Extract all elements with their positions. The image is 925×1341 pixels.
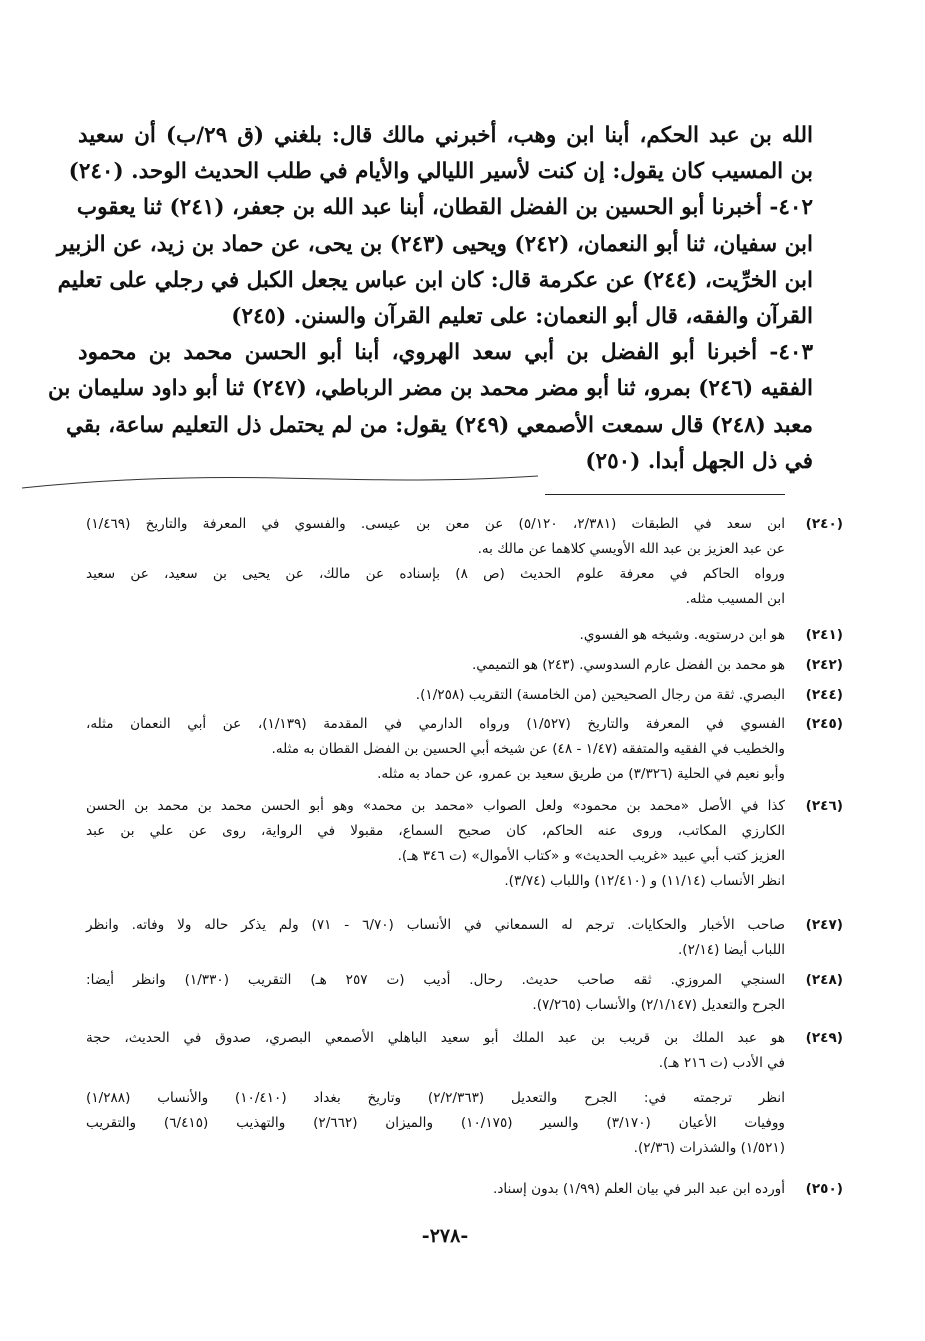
footnote-line: هو محمد بن الفضل عارم السدوسي. (٢٤٣) هو التميمي. (471, 657, 785, 673)
main-line: ٤٠٢- أخبرنا أبو الحسين بن الفضل القطان، أبنا عبد الله بن جعفر، (٢٤١) ثنا يعقوب (76, 195, 813, 221)
main-line: بن المسيب كان يقول: إن كنت لأسير الليالي والأيام في طلب الحديث الوحد. (٢٤٠) (68, 159, 813, 185)
footnote (86, 1177, 843, 1202)
footnote-line: ووفيات الأعيان (٣/١٧٠) والسير (١٠/١٧٥) والميزان (٢/٦٦٢) والتهذيب (٦/٤١٥) والتقريب (86, 1115, 785, 1131)
footnote (86, 623, 843, 648)
footnote (86, 683, 843, 708)
footnote-number: (٢٤٨) (805, 972, 843, 988)
footnote-line: هو عبد الملك بن قريب بن عبد الملك أبو سعيد الباهلي الأصمعي البصري، صدوق في الحديث، حجة (86, 1030, 785, 1046)
footnote-line: انظر ترجمته في: الجرح والتعديل (٢/٢/٣٦٣) وتاريخ بغداد (١٠/٤١٠) والأنساب (١/٢٨٨) (86, 1090, 785, 1106)
main-line: ٤٠٣- أخبرنا أبو الفضل بن أبي سعد الهروي، أبنا أبو الحسن محمد بن محمود (78, 340, 813, 366)
footnote-line: والخطيب في الفقيه والمتفقه (١/٤٧ - ٤٨) عن شيخه أبي الحسين بن الفضل القطان به مثله. (271, 741, 785, 757)
footnote-line: العزيز كتب أبي عبيد «غريب الحديث» و «كتاب الأموال» (ت ٣٤٦ هـ). (397, 848, 785, 864)
footnote (86, 653, 843, 678)
footnote (86, 968, 843, 1018)
footnote-line: اللباب أيضا (٢/١٤). (677, 942, 785, 958)
footnote-line: البصري. ثقة من رجال الصحيحين (من الخامسة) التقريب (١/٢٥٨). (415, 687, 785, 703)
main-line: الله بن عبد الحكم، أبنا ابن وهب، أخبرني مالك قال: بلغني (ق ٢٩/ب) أن سعيد (78, 123, 813, 148)
footnote-line: انظر الأنساب (١١/١٤) و (١٢/٤١٠) واللباب (٣/٧٤). (504, 873, 785, 889)
footnote (86, 1026, 843, 1161)
footnote-number: (٢٤١) (805, 627, 843, 643)
page-number: -٢٧٨- (421, 1225, 469, 1247)
footnote-line: عن عبد العزيز بن عبد الله الأويسي كلاهما عن مالك به. (477, 541, 785, 557)
main-line: الفقيه (٢٤٦) بمرو، ثنا أبو مضر محمد بن مضر الرباطي، (٢٤٧) ثنا أبو داود سليمان بن (48, 376, 813, 402)
footnote-number: (٢٤٦) (805, 798, 843, 814)
footnote-number: (٢٤٠) (805, 516, 843, 532)
footnote-line: وأبو نعيم في الحلية (٣/٣٢٦) من طريق سعيد بن عمرو، عن حماد به مثله. (377, 766, 785, 782)
main-line: ابن سفيان، ثنا أبو النعمان، (٢٤٢) ويحيى (٢٤٣) بن يحى، عن حماد بن زيد، عن الزبير (56, 231, 813, 257)
footnote-line: صاحب الأخبار والحكايات. ترجم له السمعاني في الأنساب (٦/٧٠ - ٧١) ولم يذكر حاله ولا وفاته. وانظر (86, 917, 785, 933)
footnote-line: الفسوي في المعرفة والتاريخ (١/٥٢٧) ورواه الدارمي في المقدمة (١/١٣٩)، عن أبي النعمان مثله، (86, 716, 785, 732)
main-line: في ذل الجهل أبدا. (٢٥٠) (585, 448, 813, 474)
main-line: معبد (٢٤٨) قال سمعت الأصمعي (٢٤٩) يقول: من لم يحتمل ذل التعليم ساعة، بقي (65, 412, 813, 438)
main-line: ابن الخرِّيت، (٢٤٤) عن عكرمة قال: كان ابن عباس يجعل الكبل في رجلي على تعليم (57, 267, 813, 293)
footnote-line: (١/٥٢١) والشذرات (٢/٣٦). (633, 1140, 785, 1156)
footnote-line: ابن سعد في الطبقات (٢/٣٨١، ٥/١٢٠) عن معن بن عيسى. والفسوي في المعرفة والتاريخ (١/٤٦٩) (86, 516, 785, 532)
footnote-line: الجرح والتعديل (٢/١/١٤٧) والأنساب (٧/٢٦٥). (532, 997, 785, 1013)
footnote-line: الكارزي المكاتب، وروى عنه الحاكم، كان صحيح السماع، مقبولا في الرواية، روى عن علي بن عبد (86, 823, 785, 839)
footnote (86, 512, 843, 612)
main-line: القرآن والفقه، قال أبو النعمان: على تعليم القرآن والسنن. (٢٤٥) (231, 304, 813, 330)
footnote (86, 712, 843, 787)
footnote-line: السنجي المروزي. ثقه صاحب حديث. رحال. أديب (ت ٢٥٧ هـ) التقريب (١/٣٣٠) وانظر أيضا: (86, 972, 785, 988)
footnote-line: ابن المسيب مثله. (685, 591, 785, 607)
pen-scribble-mark (20, 470, 540, 492)
footnote-line: هو ابن درستويه. وشيخه هو الفسوي. (579, 627, 785, 643)
footnote-line: كذا في الأصل «محمد بن محمود» ولعل الصواب «محمد بن محمد» وهو أبو الحسن محمد بن محمد بن الحسن (86, 798, 785, 814)
footnote-line: ورواه الحاكم في معرفة علوم الحديث (ص ٨) بإسناده عن مالك، عن يحيى بن سعيد، عن سعيد (86, 566, 785, 582)
footnote (86, 913, 843, 963)
footnote-number: (٢٤٢) (805, 657, 843, 673)
footnote (86, 794, 843, 894)
footnote-number: (٢٤٤) (805, 687, 843, 703)
footnote-number: (٢٥٠) (805, 1181, 843, 1197)
main-text (48, 118, 813, 480)
footnote-number: (٢٤٥) (805, 716, 843, 732)
footnote-number: (٢٤٧) (805, 917, 843, 933)
footnote-line: أورده ابن عبد البر في بيان العلم (١/٩٩) بدون إسناد. (493, 1181, 785, 1197)
footnote-line: في الأدب (ت ٢١٦ هـ). (658, 1055, 785, 1071)
footnote-separator (545, 494, 785, 495)
footnote-number: (٢٤٩) (805, 1030, 843, 1046)
